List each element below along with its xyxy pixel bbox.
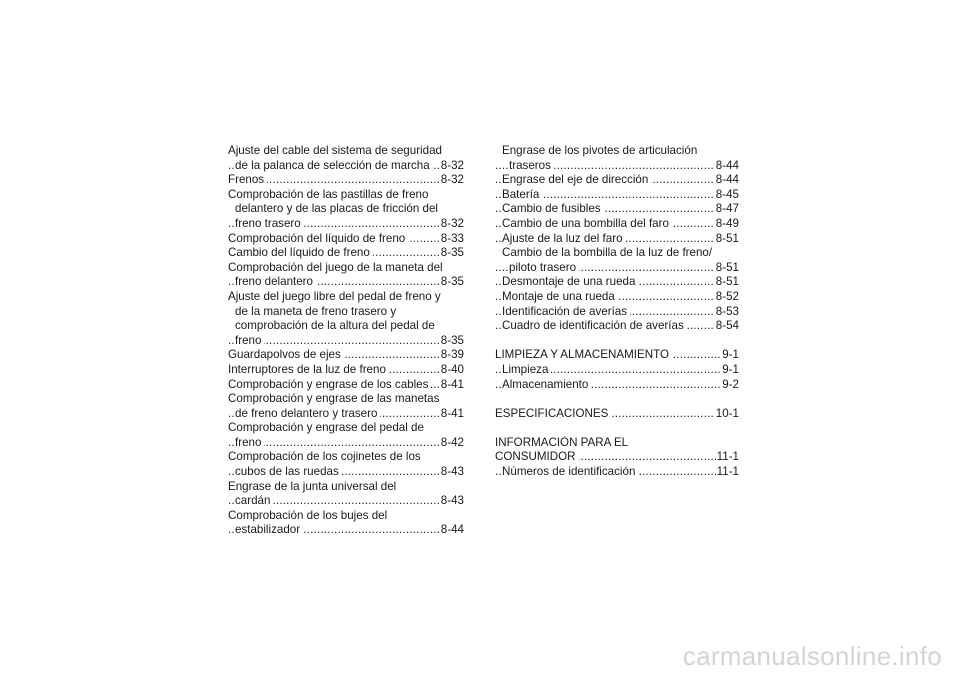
toc-entry-page: 8-51 — [715, 231, 739, 245]
toc-entry — [495, 348, 739, 363]
toc-entry — [495, 275, 739, 290]
toc-entry-title: freno delantero — [235, 275, 316, 288]
toc-entry-title: Comprobación y engrase de los cables — [228, 378, 431, 391]
toc-entry-title: de la palanca de selección de marcha — [235, 159, 433, 172]
toc-entry — [495, 144, 739, 159]
toc-entry-title: Números de identificación — [502, 465, 638, 478]
site-watermark: carmanualsonline.info — [682, 641, 942, 671]
toc-spacer — [495, 421, 739, 436]
toc-entry — [228, 494, 464, 509]
toc-entry — [228, 159, 464, 174]
toc-entry-page: 8-43 — [440, 465, 464, 479]
toc-entry — [495, 261, 739, 276]
toc-entry — [495, 202, 739, 217]
toc-entry-title: Comprobación del líquido de freno — [228, 232, 408, 245]
toc-entry-title: INFORMACIÓN PARA EL — [495, 435, 629, 449]
toc-entry — [228, 305, 464, 320]
toc-entry-page: 8-40 — [440, 362, 464, 376]
toc-entry — [228, 188, 464, 203]
toc-entry-title: Montaje de una rueda — [502, 290, 618, 303]
toc-entry — [495, 363, 739, 378]
toc-entry-page: 8-44 — [715, 173, 739, 187]
toc-entry-title: Comprobación del juego de la maneta del — [228, 260, 443, 274]
toc-entry — [495, 378, 739, 393]
toc-entry-title: Ajuste de la luz del faro — [502, 232, 626, 245]
toc-entry — [228, 450, 464, 465]
toc-entry — [228, 173, 464, 188]
toc-entry-page: 9-1 — [722, 362, 739, 376]
toc-entry-page: 8-44 — [715, 158, 739, 172]
toc-entry-title: Ajuste del juego libre del pedal de freno y — [228, 289, 441, 303]
toc-entry — [228, 480, 464, 495]
toc-entry — [228, 523, 464, 538]
toc-entry — [228, 202, 464, 217]
toc-entry-page: 10-1 — [715, 406, 739, 420]
toc-entry-title: CONSUMIDOR — [495, 450, 579, 463]
toc-entry — [495, 305, 739, 320]
toc-entry-title: traseros — [509, 159, 554, 172]
toc-entry-page: 8-47 — [715, 202, 739, 216]
toc-entry-title: cubos de las ruedas — [235, 465, 342, 478]
toc-entry-title: Engrase de los pivotes de articulación — [502, 144, 698, 157]
toc-entry-title: Engrase del eje de dirección — [502, 173, 651, 186]
toc-entry-page: 8-45 — [715, 187, 739, 201]
toc-entry — [495, 246, 739, 261]
toc-entry-page: 8-42 — [440, 435, 464, 449]
toc-entry-page: 8-44 — [440, 523, 464, 537]
toc-entry-page: 9-2 — [722, 377, 739, 391]
toc-entry-page: 9-1 — [722, 348, 739, 362]
toc-spacer — [495, 392, 739, 407]
toc-entry-title: Engrase de la junta universal del — [228, 479, 397, 493]
toc-entry — [495, 232, 739, 247]
toc-entry-page: 8-32 — [440, 173, 464, 187]
toc-entry-title: Frenos — [228, 173, 267, 186]
toc-entry — [228, 436, 464, 451]
toc-entry-title: Ajuste del cable del sistema de seguridad — [228, 144, 442, 157]
toc-entry — [228, 246, 464, 261]
toc-entry-title: ESPECIFICACIONES — [495, 407, 611, 420]
toc-entry-page: 8-33 — [440, 231, 464, 245]
toc-entry-title: Comprobación y engrase del pedal de — [228, 421, 424, 435]
toc-entry-title: Batería — [502, 188, 542, 201]
toc-entry-page: 8-53 — [715, 304, 739, 318]
toc-entry-title: cardán — [235, 494, 273, 507]
toc-entry-title: freno trasero — [235, 217, 304, 230]
toc-entry — [228, 217, 464, 232]
toc-entry — [228, 378, 464, 393]
toc-entry — [228, 275, 464, 290]
toc-entry-title: Cambio de una bombilla del faro — [502, 217, 672, 230]
toc-entry — [495, 319, 739, 334]
toc-entry — [228, 261, 464, 276]
toc-entry — [495, 450, 739, 465]
toc-entry — [228, 407, 464, 422]
toc-entry — [228, 363, 464, 378]
toc-entry-title: freno — [235, 334, 264, 347]
toc-entry-title: Comprobación y engrase de las manetas — [228, 392, 440, 406]
toc-entry-title: Identificación de averías — [502, 305, 630, 318]
toc-entry-title: freno — [235, 436, 264, 449]
toc-entry — [495, 159, 739, 174]
toc-entry — [495, 407, 739, 422]
toc-entry-page: 8-35 — [440, 246, 464, 260]
toc-entry-title: LIMPIEZA Y ALMACENAMIENTO — [495, 348, 672, 361]
toc-entry-title: Interruptores de la luz de freno — [228, 363, 389, 376]
toc-entry-title: comprobación de la altura del pedal de — [235, 319, 435, 333]
toc-entry — [495, 290, 739, 305]
toc-entry-title: Comprobación de los bujes del — [228, 508, 388, 522]
toc-entry-title: Cambio del líquido de freno — [228, 246, 373, 259]
toc-entry-title: Cambio de fusibles — [502, 202, 604, 215]
toc-entry — [495, 188, 739, 203]
toc-entry — [228, 334, 464, 349]
toc-entry-page: 8-39 — [440, 348, 464, 362]
toc-column-left — [228, 144, 464, 538]
toc-entry-title: Cuadro de identificación de averías — [502, 319, 687, 332]
toc-entry — [228, 319, 464, 334]
toc-entry — [228, 348, 464, 363]
toc-entry-page: 11-1 — [716, 450, 739, 464]
toc-entry-page: 8-49 — [715, 216, 739, 230]
toc-entry — [228, 290, 464, 305]
toc-entry-title: Almacenamiento — [502, 378, 591, 391]
toc-column-right — [495, 144, 739, 480]
toc-entry-title: estabilizador — [235, 523, 303, 536]
toc-entry-page: 8-54 — [715, 319, 739, 333]
toc-entry-title: Desmontaje de una rueda — [502, 275, 638, 288]
toc-entry-page: 8-41 — [440, 377, 464, 391]
toc-entry-title: Cambio de la bombilla de la luz de freno/ — [502, 246, 713, 260]
toc-entry — [228, 465, 464, 480]
toc-entry-page: 8-35 — [440, 333, 464, 347]
toc-entry-title: de freno delantero y trasero — [235, 407, 380, 420]
toc-entry — [495, 173, 739, 188]
toc-entry-title: de la maneta de freno trasero y — [235, 304, 397, 318]
toc-entry-page: 8-32 — [440, 216, 464, 230]
toc-entry-title: Comprobación de las pastillas de freno — [228, 187, 429, 201]
toc-entry-page: 8-41 — [440, 406, 464, 420]
toc-entry — [228, 144, 464, 159]
toc-entry-title: Guardapolvos de ejes — [228, 348, 344, 361]
toc-entry — [228, 509, 464, 524]
toc-entry — [495, 465, 739, 480]
toc-entry-page: 8-52 — [715, 289, 739, 303]
toc-entry-page: 8-32 — [440, 158, 464, 172]
toc-entry-title: delantero y de las placas de fricción del — [235, 202, 439, 216]
toc-entry-page: 8-51 — [715, 260, 739, 274]
toc-entry — [228, 421, 464, 436]
toc-entry-page: 8-43 — [440, 494, 464, 508]
toc-entry-title: Comprobación de los cojinetes de los — [228, 450, 421, 464]
toc-entry-page: 8-51 — [715, 275, 739, 289]
toc-entry-title: Limpieza — [502, 363, 551, 376]
toc-entry — [495, 217, 739, 232]
toc-entry-title: piloto trasero — [509, 261, 579, 274]
toc-spacer — [495, 334, 739, 349]
toc-entry-page: 11-1 — [716, 465, 739, 479]
toc-entry — [495, 436, 739, 451]
toc-entry — [228, 392, 464, 407]
toc-entry-page: 8-35 — [440, 275, 464, 289]
toc-entry — [228, 232, 464, 247]
